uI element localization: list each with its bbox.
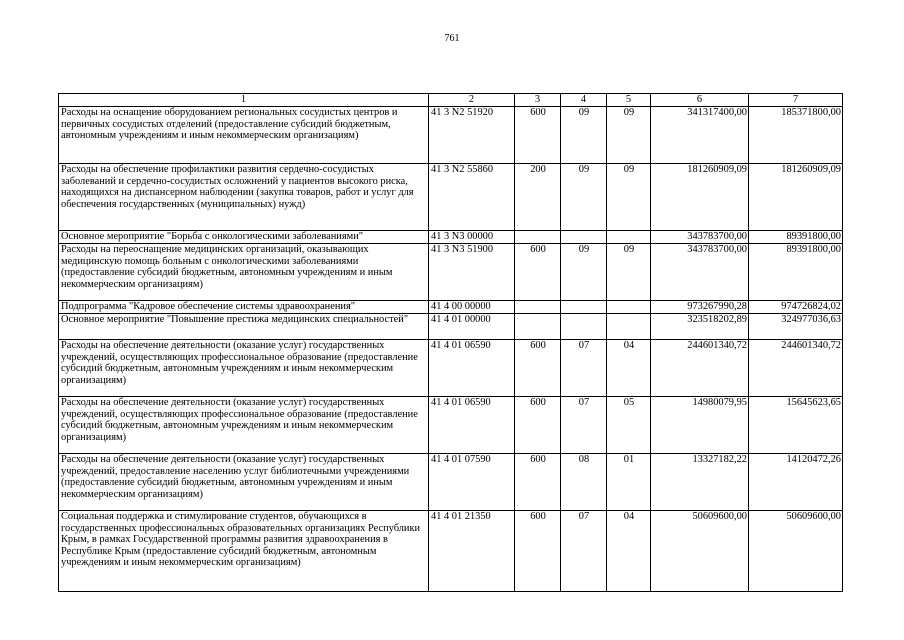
row-code: 41 3 N2 51920 bbox=[429, 107, 515, 164]
row-subsection bbox=[607, 314, 651, 340]
row-expense-type bbox=[515, 231, 561, 244]
row-amount-2: 324977036,63 bbox=[749, 314, 843, 340]
row-expense-type: 600 bbox=[515, 244, 561, 301]
row-section: 09 bbox=[561, 244, 607, 301]
column-header-6: 6 bbox=[651, 94, 749, 107]
row-amount-2: 89391800,00 bbox=[749, 244, 843, 301]
row-amount-1: 343783700,00 bbox=[651, 231, 749, 244]
row-name: Подпрограмма "Кадровое обеспечение системы здравоохранения" bbox=[59, 301, 429, 314]
row-amount-2: 181260909,09 bbox=[749, 164, 843, 231]
row-code: 41 3 N3 00000 bbox=[429, 231, 515, 244]
row-subsection: 05 bbox=[607, 397, 651, 454]
table-row bbox=[59, 164, 843, 231]
row-expense-type bbox=[515, 314, 561, 340]
row-expense-type: 600 bbox=[515, 454, 561, 511]
row-expense-type: 600 bbox=[515, 397, 561, 454]
column-header-2: 2 bbox=[429, 94, 515, 107]
row-amount-1: 323518202,89 bbox=[651, 314, 749, 340]
row-code: 41 4 01 21350 bbox=[429, 511, 515, 592]
row-subsection: 04 bbox=[607, 340, 651, 397]
row-code: 41 4 01 00000 bbox=[429, 314, 515, 340]
row-name: Основное мероприятие "Борьба с онкологическими заболеваниями" bbox=[59, 231, 429, 244]
row-name: Расходы на оснащение оборудованием региональных сосудистых центров и первичных сосудистых отделений (предоставление субсидий бюджетным, автономным учреждениям и иным некоммерческим организациям) bbox=[59, 107, 429, 164]
column-header-4: 4 bbox=[561, 94, 607, 107]
table-row bbox=[59, 244, 843, 301]
row-name: Социальная поддержка и стимулирование студентов, обучающихся в государственных профессиональных образовательных организациях Республики Крым, в рамках Государственной программы развития здравоохранения в Республике Крым (предоставление субсидий бюджетным, автономным учреждениям и иным некоммерческим организациям) bbox=[59, 511, 429, 592]
column-header-5: 5 bbox=[607, 94, 651, 107]
row-name: Расходы на обеспечение деятельности (оказание услуг) государственных учреждений, предоставление населению услуг библиотечными учреждениями (предоставление субсидий бюджетным, автономным учреждениям и иным некоммерческим организациям) bbox=[59, 454, 429, 511]
row-expense-type: 600 bbox=[515, 511, 561, 592]
table-row bbox=[59, 397, 843, 454]
row-amount-2: 89391800,00 bbox=[749, 231, 843, 244]
table-row bbox=[59, 301, 843, 314]
row-subsection: 09 bbox=[607, 244, 651, 301]
row-subsection bbox=[607, 301, 651, 314]
row-name: Расходы на обеспечение деятельности (оказание услуг) государственных учреждений, осуществляющих профессиональное образование (предоставление субсидий бюджетным, автономным учреждениям и иным некоммерческим организациям) bbox=[59, 397, 429, 454]
row-expense-type bbox=[515, 301, 561, 314]
row-amount-2: 14120472,26 bbox=[749, 454, 843, 511]
row-code: 41 4 01 06590 bbox=[429, 397, 515, 454]
row-amount-1: 14980079,95 bbox=[651, 397, 749, 454]
table-row bbox=[59, 340, 843, 397]
column-header-1: 1 bbox=[59, 94, 429, 107]
row-section: 07 bbox=[561, 511, 607, 592]
page-number: 761 bbox=[444, 33, 460, 44]
row-code: 41 3 N2 55860 bbox=[429, 164, 515, 231]
column-header-3: 3 bbox=[515, 94, 561, 107]
table-row bbox=[59, 107, 843, 164]
row-code: 41 4 01 06590 bbox=[429, 340, 515, 397]
row-amount-1: 341317400,00 bbox=[651, 107, 749, 164]
row-name: Расходы на переоснащение медицинских организаций, оказывающих медицинскую помощь больным с онкологическими заболеваниями (предоставление субсидий бюджетным, автономным учреждениям и иным некоммерческим организациям) bbox=[59, 244, 429, 301]
row-expense-type: 600 bbox=[515, 107, 561, 164]
row-section: 09 bbox=[561, 107, 607, 164]
row-amount-2: 50609600,00 bbox=[749, 511, 843, 592]
row-amount-1: 343783700,00 bbox=[651, 244, 749, 301]
budget-table bbox=[58, 93, 843, 592]
table-row bbox=[59, 314, 843, 340]
row-code: 41 4 01 07590 bbox=[429, 454, 515, 511]
row-name: Основное мероприятие "Повышение престижа медицинских специальностей" bbox=[59, 314, 429, 340]
row-subsection bbox=[607, 231, 651, 244]
row-amount-1: 973267990,28 bbox=[651, 301, 749, 314]
row-subsection: 01 bbox=[607, 454, 651, 511]
row-code: 41 3 N3 51900 bbox=[429, 244, 515, 301]
row-section: 09 bbox=[561, 164, 607, 231]
column-header-7: 7 bbox=[749, 94, 843, 107]
row-amount-1: 181260909,09 bbox=[651, 164, 749, 231]
row-amount-2: 15645623,65 bbox=[749, 397, 843, 454]
table-row bbox=[59, 511, 843, 592]
row-subsection: 09 bbox=[607, 107, 651, 164]
row-expense-type: 200 bbox=[515, 164, 561, 231]
row-section: 07 bbox=[561, 340, 607, 397]
row-amount-2: 244601340,72 bbox=[749, 340, 843, 397]
table-row bbox=[59, 231, 843, 244]
table-header-row bbox=[59, 94, 843, 107]
row-amount-2: 974726824,02 bbox=[749, 301, 843, 314]
row-section bbox=[561, 231, 607, 244]
row-name: Расходы на обеспечение деятельности (оказание услуг) государственных учреждений, осуществляющих профессиональное образование (предоставление субсидий бюджетным, автономным учреждениям и иным некоммерческим организациям) bbox=[59, 340, 429, 397]
row-section bbox=[561, 314, 607, 340]
row-amount-1: 13327182,22 bbox=[651, 454, 749, 511]
row-subsection: 09 bbox=[607, 164, 651, 231]
row-expense-type: 600 bbox=[515, 340, 561, 397]
table-row bbox=[59, 454, 843, 511]
row-amount-1: 50609600,00 bbox=[651, 511, 749, 592]
row-subsection: 04 bbox=[607, 511, 651, 592]
row-section: 08 bbox=[561, 454, 607, 511]
row-section bbox=[561, 301, 607, 314]
row-code: 41 4 00 00000 bbox=[429, 301, 515, 314]
row-amount-1: 244601340,72 bbox=[651, 340, 749, 397]
row-amount-2: 185371800,00 bbox=[749, 107, 843, 164]
row-name: Расходы на обеспечение профилактики развития сердечно-сосудистых заболеваний и сердечно-сосудистых осложнений у пациентов высокого риска, находящихся на диспансерном наблюдении (закупка товаров, работ и услуг для обеспечения государственных (муниципальных) нужд) bbox=[59, 164, 429, 231]
row-section: 07 bbox=[561, 397, 607, 454]
